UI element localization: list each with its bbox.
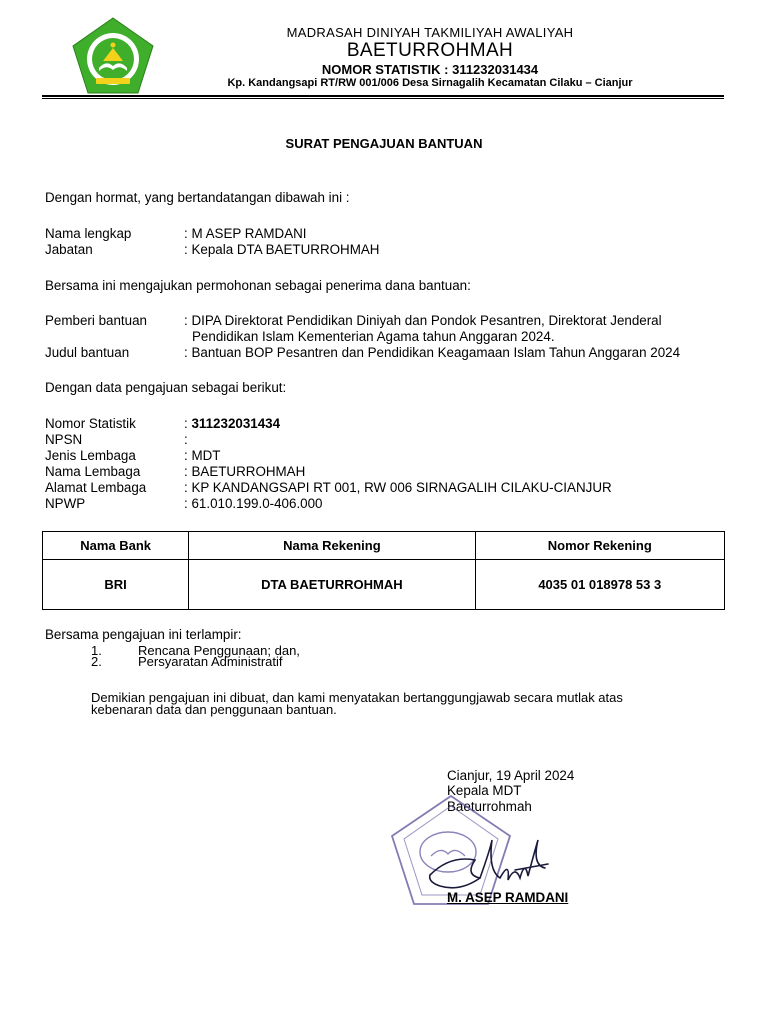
data-label: Nomor Statistik: [45, 416, 136, 431]
data-colon: :: [184, 480, 192, 495]
column-header: Nomor Rekening: [475, 532, 724, 560]
greeting: Dengan hormat, yang bertandatangan dibawah ini :: [45, 190, 350, 205]
signer-position-label: Jabatan: [45, 242, 93, 257]
data-colon: :: [184, 416, 192, 431]
data-value: [184, 480, 612, 496]
closing-statement-cont: kebenaran data dan penggunaan bantuan.: [91, 702, 337, 717]
signatory-name: M. ASEP RAMDANI: [447, 890, 569, 905]
header-divider: [42, 95, 724, 99]
table-row: [43, 560, 725, 610]
account-number-cell: 4035 01 018978 53 3: [475, 560, 724, 610]
data-label: NPWP: [45, 496, 86, 511]
data-label: Nama Lembaga: [45, 464, 141, 479]
statistic-number-value: 311232031434: [191, 416, 281, 431]
data-colon: :: [184, 464, 192, 479]
attachment-item: Rencana Penggunaan; dan,: [138, 643, 300, 658]
grant-giver-label: Pemberi bantuan: [45, 313, 147, 328]
data-value: [184, 416, 280, 432]
institution-name-value: BAETURROHMAH: [191, 464, 306, 479]
signer-position-value: : Kepala DTA BAETURROHMAH: [184, 242, 380, 257]
header-institution-type: MADRASAH DINIYAH TAKMILIYAH AWALIYAH: [286, 25, 574, 40]
request-intro: Bersama ini mengajukan permohonan sebagai penerima dana bantuan:: [45, 278, 471, 293]
signature-place-date: Cianjur, 19 April 2024: [447, 768, 575, 783]
institution-type-value: MDT: [191, 448, 221, 463]
data-colon: :: [184, 432, 188, 447]
account-name-cell: DTA BAETURROHMAH: [189, 560, 475, 610]
signature-position: Kepala MDT: [447, 783, 522, 798]
grant-giver-value: : DIPA Direktorat Pendidikan Diniyah dan Pondok Pesantren, Direktorat Jenderal: [184, 313, 662, 328]
bank-name-cell: BRI: [43, 560, 189, 610]
signer-name-value: : M ASEP RAMDANI: [184, 226, 307, 241]
closing-statement: Demikian pengajuan ini dibuat, dan kami menyatakan bertanggungjawab secara mutlak atas: [91, 690, 623, 705]
column-header: Nama Bank: [43, 532, 189, 560]
attachments-intro: Bersama pengajuan ini terlampir:: [45, 627, 242, 642]
signature-institution: Baeturrohmah: [447, 799, 532, 814]
signer-name-label: Nama lengkap: [45, 226, 132, 241]
data-label: Jenis Lembaga: [45, 448, 136, 463]
bank-account-table: [42, 531, 725, 610]
data-intro: Dengan data pengajuan sebagai berikut:: [45, 380, 287, 395]
data-value: [184, 432, 188, 448]
attachment-item: Persyaratan Administratif: [138, 654, 283, 669]
data-value: [184, 464, 305, 480]
header-statistic-number: NOMOR STATISTIK : 311232031434: [321, 62, 539, 77]
data-value: [184, 448, 220, 464]
grant-title-label: Judul bantuan: [45, 345, 130, 360]
header-address: Kp. Kandangsapi RT/RW 001/006 Desa Sirnagalih Kecamatan Cilaku – Cianjur: [227, 77, 633, 89]
grant-giver-value-cont: Pendidikan Islam Kementerian Agama tahun Anggaran 2024.: [192, 329, 555, 344]
header-institution-name: BAETURROHMAH: [346, 40, 514, 61]
data-label: NPSN: [45, 432, 83, 447]
attachment-number: 1.: [91, 643, 102, 658]
npwp-value: 61.010.199.0-406.000: [191, 496, 323, 511]
data-colon: :: [184, 496, 192, 511]
institution-address-value: KP KANDANGSAPI RT 001, RW 006 SIRNAGALIH CILAKU-CIANJUR: [191, 480, 612, 495]
column-header: Nama Rekening: [189, 532, 475, 560]
document-title: SURAT PENGAJUAN BANTUAN: [285, 136, 483, 151]
data-value: [184, 496, 323, 512]
attachment-number: 2.: [91, 654, 102, 669]
data-colon: :: [184, 448, 192, 463]
grant-title-value: : Bantuan BOP Pesantren dan Pendidikan Keagamaan Islam Tahun Anggaran 2024: [184, 345, 681, 360]
data-label: Alamat Lembaga: [45, 480, 147, 495]
handwritten-signature: [420, 820, 560, 900]
table-header-row: [43, 532, 725, 560]
